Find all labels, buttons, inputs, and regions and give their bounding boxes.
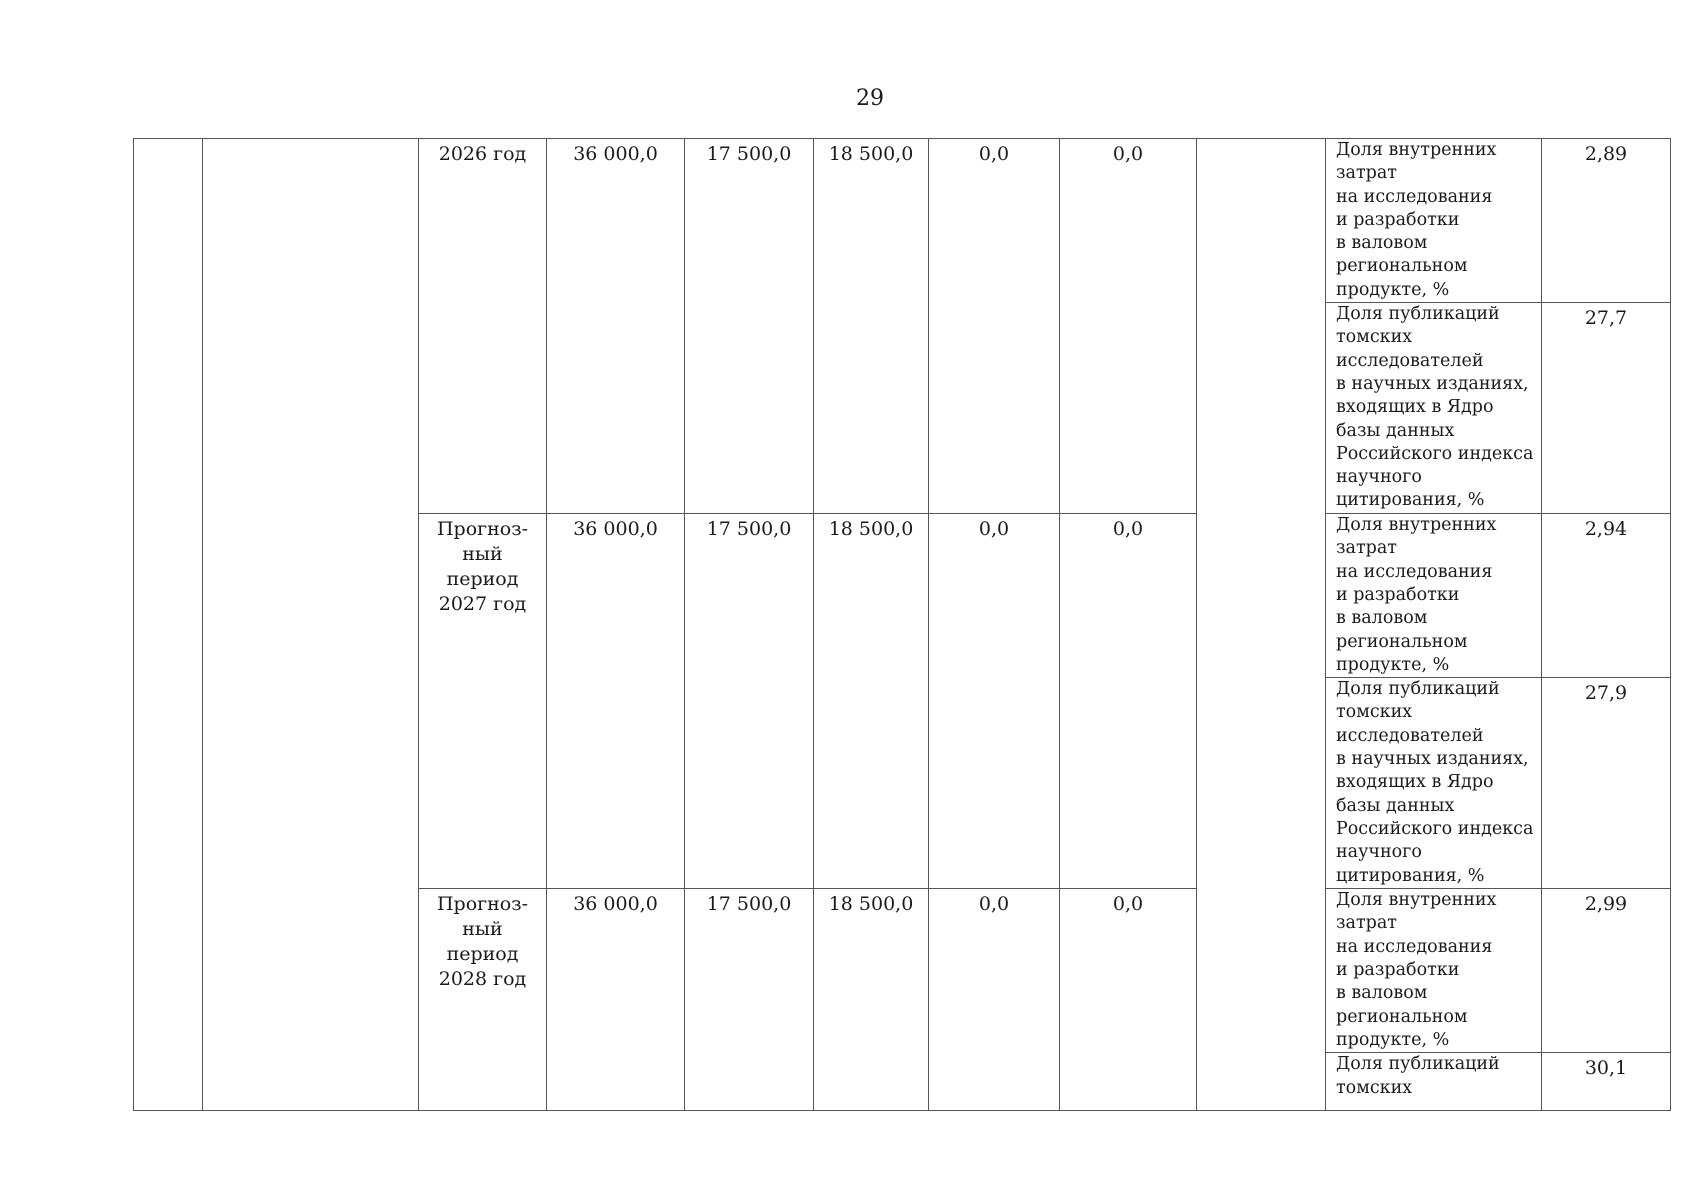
indicator-name-cell: Доля публикаций томских исследователей в научных изданиях, входящих в Ядро базы данных Российского индекса научного цитирования, %	[1326, 678, 1542, 889]
extrabudget-cell: 0,0	[1060, 889, 1197, 1111]
indicator-value-cell: 2,99	[1542, 889, 1671, 1053]
total-cell: 36 000,0	[547, 889, 685, 1111]
regional-budget-cell: 18 500,0	[814, 139, 929, 514]
indicator-name-cell: Доля внутренних затрат на исследования и разработки в валовом региональном продукте, %	[1326, 889, 1542, 1053]
table-row	[134, 139, 1671, 303]
period-cell: Прогноз- ный период 2027 год	[419, 514, 547, 889]
indicator-name-cell: Доля внутренних затрат на исследования и разработки в валовом региональном продукте, %	[1326, 514, 1542, 678]
federal-budget-cell: 17 500,0	[685, 889, 814, 1111]
federal-budget-cell: 17 500,0	[685, 514, 814, 889]
period-cell: Прогноз- ный период 2028 год	[419, 889, 547, 1111]
indicator-name-cell: Доля публикаций томских исследователей в научных изданиях, входящих в Ядро базы данных Российского индекса научного цитирования, %	[1326, 303, 1542, 514]
executor-cell	[1197, 139, 1326, 1111]
indicator-value-cell: 2,94	[1542, 514, 1671, 678]
total-cell: 36 000,0	[547, 514, 685, 889]
regional-budget-cell: 18 500,0	[814, 889, 929, 1111]
indicator-value-cell: 2,89	[1542, 139, 1671, 303]
indicator-value-cell: 30,1	[1542, 1053, 1671, 1111]
indicator-name-cell: Доля внутренних затрат на исследования и разработки в валовом региональном продукте, %	[1326, 139, 1542, 303]
regional-budget-cell: 18 500,0	[814, 514, 929, 889]
program-table	[133, 138, 1671, 1111]
local-budget-cell: 0,0	[929, 139, 1060, 514]
local-budget-cell: 0,0	[929, 514, 1060, 889]
indicator-name-cell: Доля публикаций томских	[1326, 1053, 1542, 1111]
indicator-value-cell: 27,7	[1542, 303, 1671, 514]
period-cell: 2026 год	[419, 139, 547, 514]
federal-budget-cell: 17 500,0	[685, 139, 814, 514]
local-budget-cell: 0,0	[929, 889, 1060, 1111]
indicator-value-cell: 27,9	[1542, 678, 1671, 889]
page-number: 29	[856, 86, 884, 111]
task-name-cell	[203, 139, 419, 1111]
extrabudget-cell: 0,0	[1060, 139, 1197, 514]
total-cell: 36 000,0	[547, 139, 685, 514]
extrabudget-cell: 0,0	[1060, 514, 1197, 889]
row-number-cell	[134, 139, 203, 1111]
